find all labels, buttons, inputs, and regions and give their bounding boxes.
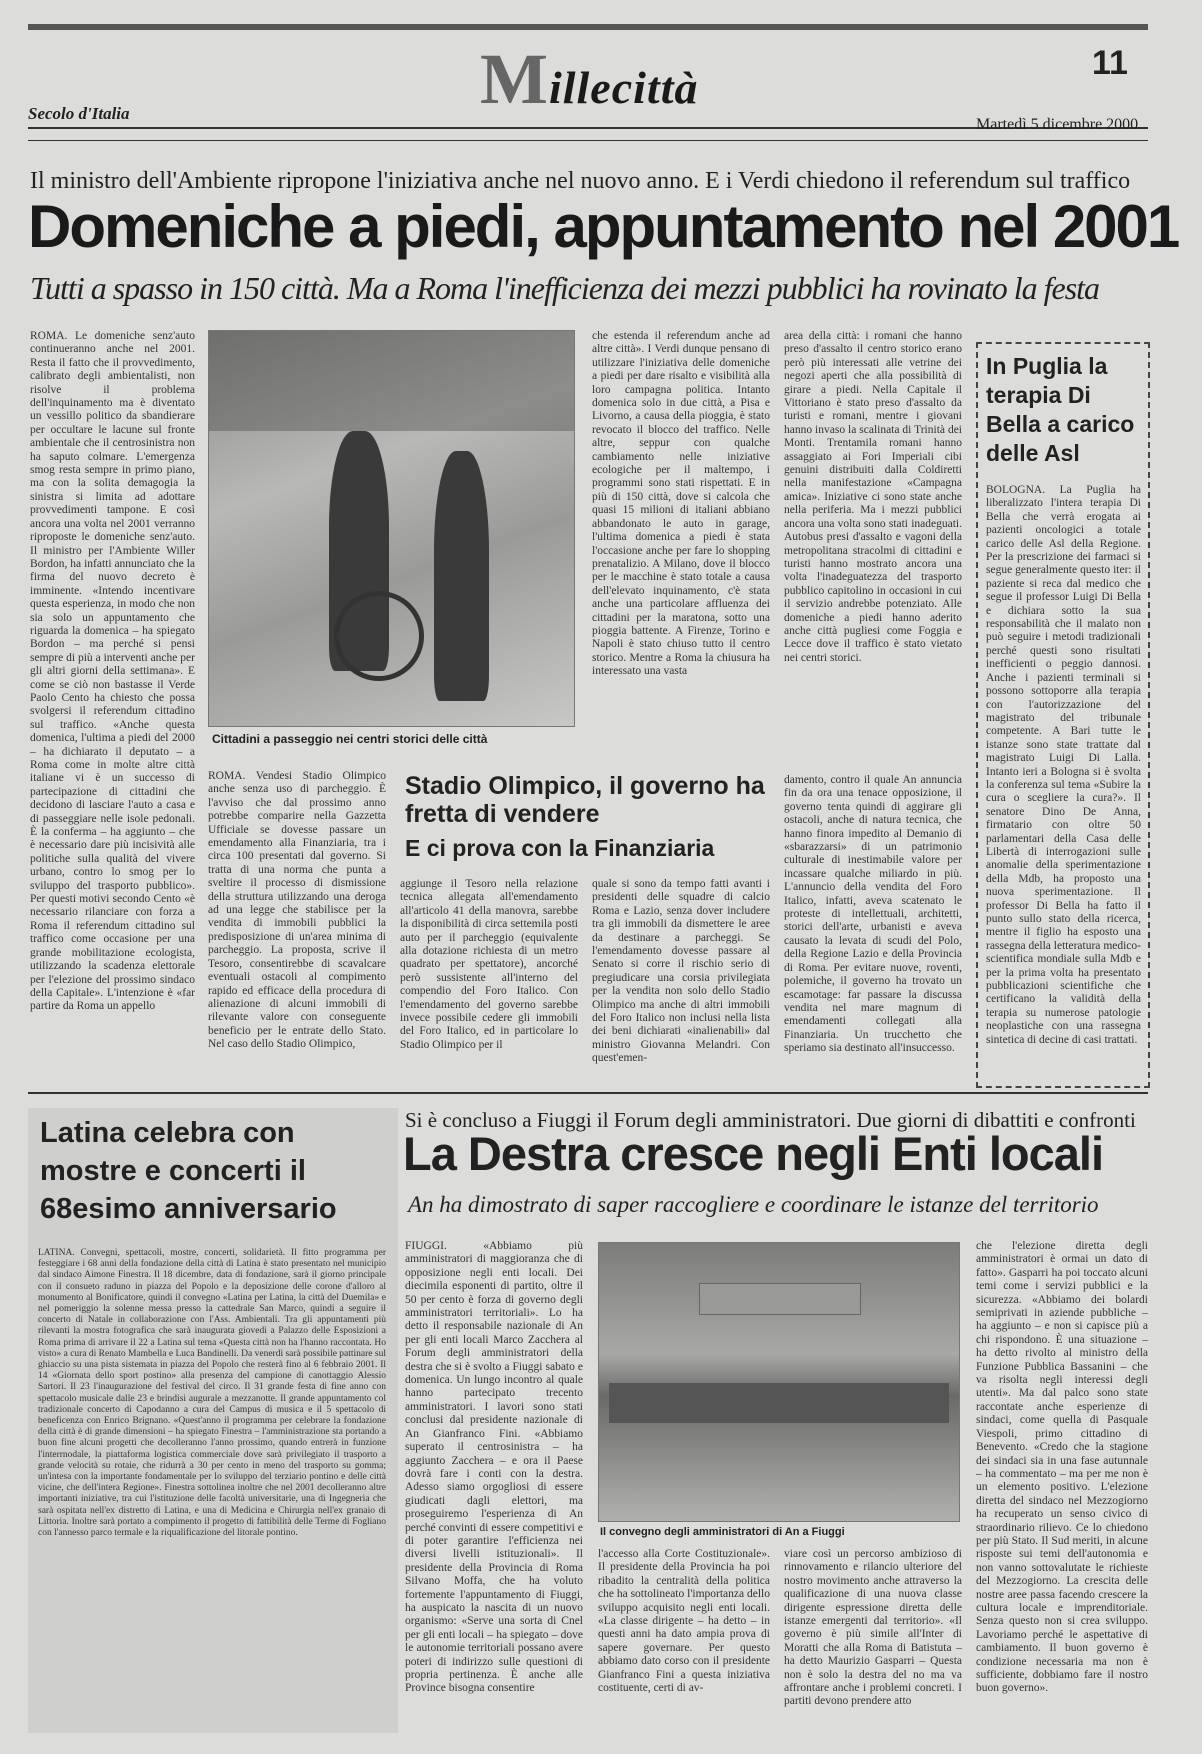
sidebar-title: In Puglia la terapia Di Bella a carico delle Asl (986, 353, 1135, 466)
section-divider (28, 1092, 1148, 1094)
newspaper-name: Secolo d'Italia (28, 104, 130, 123)
main-photo-caption: Cittadini a passeggio nei centri storici delle città (212, 732, 488, 746)
latina-box (28, 1108, 398, 1733)
main-headline: Domeniche a piedi, appuntamento nel 2001 (28, 193, 1179, 260)
olimpico-subheadline: E ci prova con la Finanziaria (405, 835, 715, 861)
latina-headline: Latina celebra con mostre e concerti il 68esimo anniversario (40, 1117, 337, 1225)
main-col1: ROMA. Le domeniche senz'auto continueranno anche nel 2001. Resta il fatto che il provvedimento, calibrato degli ambientalisti, non risolve il problema dell'inquinamento ma è diventato un vessillo politico da sbandierare per occultare le lacune sul fronte ambientale che il centrosinistra non ha saputo colmare. L'emergenza smog resta sempre in primo piano, ma con la solita demagogia la sinistra si limita ad adottare provvedimenti tampone. E così ancora una volta nel 2001 verranno riproposte le domeniche senz'auto. Il ministro per l'Ambiente Willer Bordon, ha infatti annunciato che la firma del nuovo decreto è imminente. «Intendo incentivare questa esperienza, in modo che non sia solo un appuntamento che riguarda la domenica – ha spiegato Bordon – ma perché si pensi sempre di più a interventi anche per gli altri giorni della settimana». E come se ciò non bastasse il Verde Paolo Cento ha chiesto che possa svolgersi il referendum cittadino sul traffico. «Anche questa domenica, l'ultima a piedi del 2000 – ha dichiarato il deputato – a Roma come in molte altre città italiane vi è un successo di partecipazione di cittadini che decidono di lasciare l'auto a casa e di passeggiare nelle isole pedonali. È la conferma – ha aggiunto – che è necessario dare più incisività alle politiche sulla qualità del vivere urbano, contro lo smog per lo sviluppo del trasporto pubblico». Per questi motivi secondo Cento «è necessario rilanciare con forza a Roma il referendum cittadino sul traffico come occasione per una grande mobilitazione ecologista, utilizzando la scadenza elettorale per l'elezione del prossimo sindaco della Capitale». L'intenzione è «far partire da Roma un appello (30, 330, 195, 1013)
main-col2: che estenda il referendum anche ad altre città». I Verdi dunque pensano di utilizzare l'iniziativa delle domeniche a piedi per dare risalto e visibilità alla loro campagna politica. Intanto domenica solo in due città, a Pisa e Livorno, a causa della pioggia, è stato revocato il blocco del traffico. Nelle altre, seppur con qualche cambiamento nelle iniziative ecologiche per il maltempo, i programmi sono stati rispettati. E in più di 150 città, dove si calcola che quasi 15 milioni di italiani abbiano abbandonato le auto in garage, l'ultima domenica a piedi è stata l'occasione anche per fare lo shopping prenatalizio. A Milano, dove il blocco per le macchine è stato totale a causa dell'elevato inquinamento, c'è stata anche una particolare affluenza dei cittadini per la maratona, sotto una pioggia battente. A Firenze, Torino e Napoli è stato chiuso tutto il centro storico. Mentre a Roma la chiusura ha interessato una vasta (592, 330, 770, 678)
header-rule-thin (28, 140, 1148, 141)
section-title (480, 38, 698, 121)
main-kicker: Il ministro dell'Ambiente ripropone l'iniziativa anche nel nuovo anno. E i Verdi chiedono il referendum sul traffico (30, 168, 1131, 194)
photo-bicycle-wheel (334, 591, 424, 681)
issue-date: Martedì 5 dicembre 2000 (976, 116, 1139, 133)
destra-col2: l'accesso alla Corte Costituzionale». Il presidente della Provincia ha poi ribadito la centralità della politica che ha sottolineato l'importanza dello sviluppo acquisito negli enti locali. «La classe dirigente – ha detto – in questi anni ha dato ampia prova di sapere governare. Per questo abbiamo dato corso con il presidente Gianfranco Fini a questa iniziativa costituente, certi di av- (598, 1548, 770, 1695)
olimpico-col3: quale si sono da tempo fatti avanti i presidenti delle squadre di calcio Roma e Lazio, senza dover includere tra gli immobili da dismettere le aree da destinare a parcheggi. Se l'emendamento dovesse passare al Senato si corre il rischio serio di pregiudicare una corsia privilegiata per la vendita non solo dello Stadio Olimpico ma anche di altri immobili del Foro Italico non inclusi nella lista dei beni dichiarati «inalienabili» dal ministro Giovanna Melandri. Con quest'emen- (592, 878, 770, 1065)
photo-figure-man (434, 451, 489, 701)
top-rule (28, 24, 1148, 30)
olimpico-col4: damento, contro il quale An annuncia fin da ora una tenace opposizione, il governo tenta quindi di aggirare gli ostacoli, anche di natura tecnica, che hanno finora impedito al Demanio di «sbarazzarsi» di un patrimonio culturale di inestimabile valore per incassare qualche miliardo in più. L'annuncio della vendita del Foro Italico, infatti, aveva scatenato le proteste di intellettuali, architetti, storici dell'arte, urbanisti e aveva causato la levata di scudi del Polo, della Regione Lazio e della Provincia di Roma. Per evitare nuove, roventi, polemiche, il governo ha trovato un escamotage: far passare la discussa vendita nel mare magnum di emendamenti collegati alla Finanziaria. Un trucchetto che speriamo sia destinato all'insuccesso. (784, 774, 962, 1055)
destra-photo (598, 1242, 960, 1522)
destra-col4: che l'elezione diretta degli amministratori è ormai un dato di fatto». Gasparri ha poi toccato alcuni temi come i servizi pubblici e la sicurezza. «Abbiamo dei bolardi semiprivati in aziende pubbliche – ha aggiunto – e non si capisce più a chi rispondono. È una situazione – ha detto rivolto al ministro della Funzione Pubblica Bassanini – che va risolta negli interessi degli utenti». Ma dal palco sono state raccontate anche esperienze di sindaci, come quella di Pasquale Viespoli, primo cittadino di Benevento. «Credo che la stagione dei sindaci sia in una fase autunnale – ha commentato – ma per me non è un elemento positivo. L'elezione diretta del sindaco nel Mezzogiorno ha recuperato un senso civico di straordinario rilievo. Ce lo chiedono per più Stato. Il Sud meriti, in alcune risposte sui temi dell'autonomia e non vanno sottovalutate le richieste del Mezzogiorno. La crescita delle nostre aree passa facendo crescere la cultura locale e imprenditoriale. Senza questo non si crea sviluppo. Lavoriamo perché le aspettative di cambiamento. Il buon governo è condizione necessaria ma non è sufficiente, dobbiamo fare il nostro buon governo». (976, 1240, 1148, 1695)
photo-panel-table (609, 1383, 949, 1423)
destra-headline: La Destra cresce negli Enti locali (403, 1127, 1104, 1180)
main-photo (208, 330, 575, 727)
latina-body: LATINA. Convegni, spettacoli, mostre, concerti, solidarietà. Il fitto programma per festeggiare i 68 anni della fondazione della città di Latina è stato presentato nel municipio dal sindaco Aimone Finestra. Il 18 dicembre, data di fondazione, sarà il giorno principale con il consueto raduno in piazza del Popolo e la deposizione delle corone d'alloro al monumento al Bonificatore, quindi il convegno «Latina per Latina, la città del Duemila» e nel pomeriggio la solenne messa presso la cattedrale San Marco, quindi a seguire il concerto di Natale in collaborazione con l'Ass. Ambientali. Tra gli appuntamenti più rilevanti la mostra fotografica che sarà inaugurata giovedì a Palazzo delle Esposizioni a Roma prima di arrivare il 22 a Latina sul tema «Questa città non ha l'hanno raccontata. Ho visto» a cura di Renato Mambella e Luca Bandinelli. Da venerdì sarà possibile pattinare sul ghiaccio su una pista sistemata in piazza del Popolo che resterà fino al 6 febbraio 2001. Il 14 «Giornata dello sport postino» alla presenza del campione di canottaggio Alessio Sartori. Il 23 l'inaugurazione del festival del circo. Il 31 grande festa di fine anno con spettacolo musicale dalle 23 e brindisi augurale a mezzanotte. Il grande appuntamento col tradizionale concerto di Capodanno a cura del Campus di musica e il 5 spettacolo di beneficenza con Enrico Brignano. «Quest'anno il programma per celebrare la fondazione della città è di grande dimensioni – ha spiegato Finestra – l'amministrazione sta portando a buon fine alcuni progetti che decolleranno l'anno prossimo, quando entrerà in funzione l'interrnodale, la piattaforma logistica commerciale dove sarà privilegiato il trasporto a grande velocità su rotaie, che ridurrà a 30 per cento in meno del trasporto su gomma; un'intesa con la importante fondamentale per lo sviluppo del terziario pontino e delle città vicine, che dell'intera Regione». Finestra sottolinea inoltre che nel 2001 decolleranno altre importanti iniziative, tra cui l'istituzione delle facoltà universitarie, una di Ingegneria che sarà ospitata nell'ex distretto di Latina, e una di Medicina e Chirurgia nell'ex granaio di Littoria. Inoltre sarà portato a compimento il progetto di fattibilità delle Terme di Fogliano con l'annesso parco termale e la riqualificazione del litorale pontino. (38, 1248, 386, 1539)
main-col3: area della città: i romani che hanno preso d'assalto il centro storico erano però più interessati alle vetrine dei negozi aperti che alla possibilità di girare a piedi. Nella Capitale il Vittoriano è stato preso d'assalto da turisti e romani, mentre i giovani hanno invaso la scalinata di Trinità dei Monti. Trentamila romani hanno assaggiato ai Fori Imperiali cibi genuini distribuiti dalla Coldiretti nella manifestazione «Campagna amica». Iniziative ci sono state anche nella periferia. Ma i mezzi pubblici ancora una volta sono stati inadeguati. Autobus presi d'assalto e vagoni della metropolitana stracolmi di cittadini e turisti hanno mostrato ancora una volta l'inadeguatezza del trasporto pubblico capitolino in occasioni in cui il servizio andrebbe potenziato. Alle domeniche a piedi hanno aderito anche città pugliesi come Foggia e Lecce dove il traffico è stato vietato nei centri storici. (784, 330, 962, 664)
section-initial: M (480, 39, 549, 119)
page-number: 11 (1092, 44, 1128, 82)
photo-stage-banner (699, 1283, 861, 1315)
olimpico-col1: ROMA. Vendesi Stadio Olimpico anche senza uso di parcheggio. È l'avviso che dal prossimo anno potrebbe comparire nella Gazzetta Ufficiale se dovesse passare un emendamento alla Finanziaria, tra i circa 100 presentati dal governo. Si tratta di una norma che punta a sveltire il processo di dismissione della struttura utilizzando una deroga ad una legge che stabilisce per la vendita di immobili pubblici la predisposizione di un'area minima di parcheggio. La proposta, scrive il Tesoro, consentirebbe di scavalcare eventuali ostacoli al compimento rapido ed efficace della procedura di alienazione di alcuni immobili di rilevante valore con conseguente beneficio per le entrate dello Stato. Nel caso dello Stadio Olimpico, (208, 770, 386, 1051)
section-name: illecittà (548, 62, 699, 113)
destra-photo-caption: Il convegno degli amministratori di An a Fiuggi (600, 1526, 845, 1538)
destra-kicker: Si è concluso a Fiuggi il Forum degli amministratori. Due giorni di dibattiti e confronti (405, 1108, 1136, 1132)
destra-subheadline: An ha dimostrato di saper raccogliere e coordinare le istanze del territorio (408, 1192, 1099, 1217)
olimpico-headline: Stadio Olimpico, il governo ha fretta di vendere (405, 772, 765, 828)
olimpico-col2: aggiunge il Tesoro nella relazione tecnica allegata all'emendamento all'articolo 41 della manovra, sarebbe la disponibilità di circa settemila posti auto per il parcheggio (equivalente alla dotazione richiesta di un metro quadrato per spettatore), ancorché però sussistente all'interno del compendio del Foro Italico. Con l'emendamento del governo sarebbe invece possibile cedere gli immobili del Foro Italico, ed in particolare lo Stadio Olimpico per il (400, 878, 578, 1051)
sidebar-body: BOLOGNA. La Puglia ha liberalizzato l'intera terapia Di Bella che verrà erogata ai pazienti oncologici a totale carico delle Asl della Regione. Per la prescrizione dei farmaci si segue generalmente questo iter: il paziente si reca dal medico che segue il professor Luigi Di Bella e dichiara sotto la sua responsabilità che il malato non può seguire i metodi tradizionali perché questi sono risultati inefficienti o peggio dannosi. Anche i pazienti terminali si possono sottoporre alla terapia con l'autorizzazione del magistrato del tribunale competente. A Bari tutte le istanze sono state trattate dal magistrato Luigi Di Lalla. Intanto ieri a Bologna si è svolta la conferenza sul tema «Subire la cura o scegliere la cura?». Il senatore Dino De Anna, firmatario con oltre 50 parlamentari della Casa delle Libertà di interrogazioni sulle anomalie della sperimentazione della Mdb, ha proposto una nuova sperimentazione. Il professor Di Bella ha fatto il punto sullo stato della ricerca, mentre il figlio ha esposto una rassegna della letteratura medico-scientifica mondiale sulla Mdb e per la prima volta ha presentato pubblicazioni scientifiche che certificano la validità della terapia su numerose patologie neoplastiche con una rassegna sintetica di decine di casi trattati. (986, 484, 1141, 1046)
destra-col3: viare così un percorso ambizioso di rinnovamento e rilancio ulteriore del nostro movimento anche attraverso la qualificazione di una nuova classe dirigente espressione diretta delle istanze emergenti dal territorio». «Il governo è più simile all'Inter di Moratti che alla Roma di Batistuta – ha detto Maurizio Gasparri – Questa non è solo la destra del no ma va affrontare anche i problemi concreti. I partiti devono prendere atto (784, 1548, 962, 1708)
main-subheadline: Tutti a spasso in 150 città. Ma a Roma l'inefficienza dei mezzi pubblici ha rovinato la festa (30, 270, 1100, 306)
destra-col1: FIUGGI. «Abbiamo più amministratori di maggioranza che di opposizione negli enti locali. Dei diecimila esponenti di partito, oltre il 50 per cento è forza di governo degli amministratori territoriali». Lo ha detto il responsabile nazionale di An per gli enti locali Marco Zacchera al Forum degli amministratori della destra che si è svolto a Fiuggi sabato e domenica. Un lungo incontro al quale hanno partecipato trecento amministratori. I lavori sono stati conclusi dal presidente nazionale di An Gianfranco Fini. «Abbiamo superato il centrosinistra – ha aggiunto Zacchera – e ora il Paese dovrà fare i conti con la destra. Adesso siamo orgogliosi di essere giudicati dagli elettori, ma proseguiremo l'esperienza di An perché convinti di essere competitivi e di poter garantire l'efficienza nei diversi livelli istituzionali». Il presidente della Provincia di Roma Silvano Moffa, che ha voluto fortemente l'appuntamento di Fiuggi, ha auspicato la nascita di un nuovo organismo: «Serve una sorta di Cnel per gli enti locali – ha spiegato – dove le autonomie territoriali possano avere poteri di indirizzo sulle questioni di propria pertinenza. È anche alle Province bisogna consentire (405, 1240, 583, 1695)
sidebar-box (976, 342, 1150, 1088)
photo-buildings (209, 331, 574, 431)
